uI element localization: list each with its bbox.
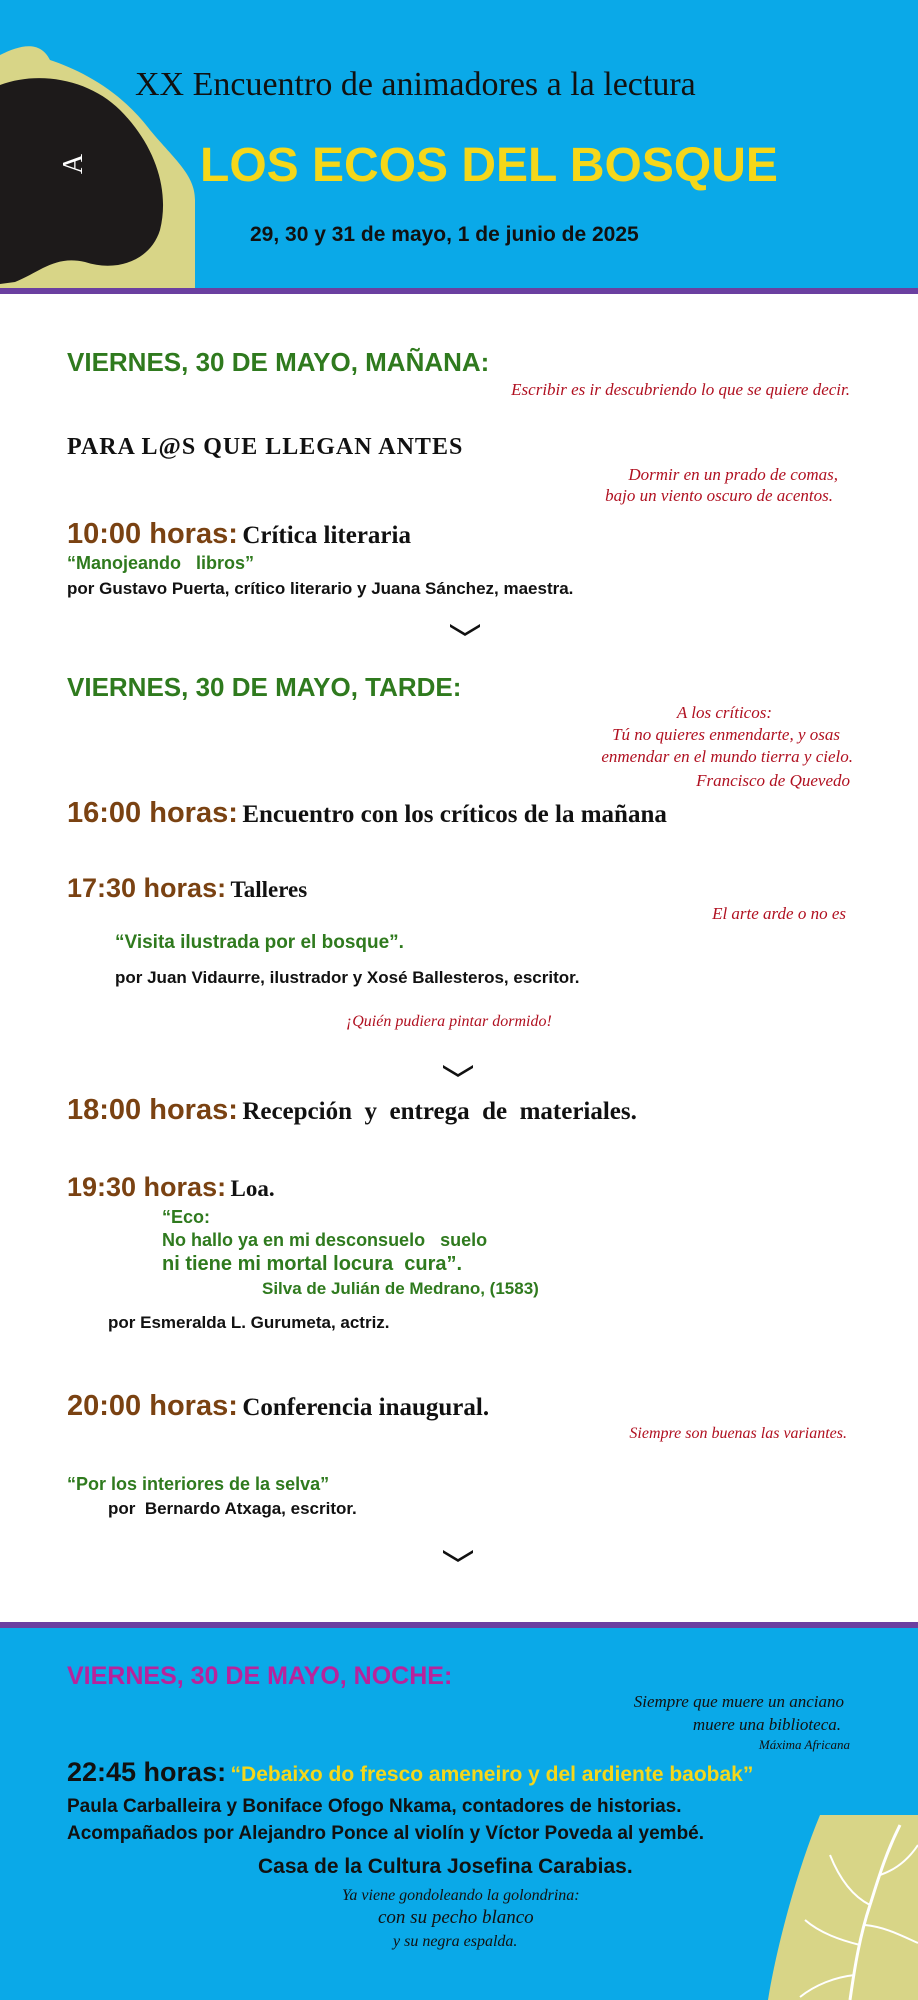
event-time: 10:00 horas: bbox=[67, 518, 238, 550]
event-title: Talleres bbox=[230, 877, 308, 902]
morning-quote: Escribir es ir descubriendo lo que se quiere decir. bbox=[511, 380, 850, 399]
loa-verse2: ni tiene mi mortal locura cura”. bbox=[162, 1253, 463, 1275]
morning-section-title: PARA L@S QUE LLEGAN ANTES bbox=[67, 434, 464, 460]
chevron-down-icon bbox=[448, 622, 482, 636]
event-1930 bbox=[67, 1172, 275, 1203]
event-time: 16:00 horas: bbox=[67, 797, 238, 829]
corner-letter: A bbox=[58, 153, 90, 175]
event-time: 17:30 horas: bbox=[67, 873, 227, 903]
talleres-quote: El arte arde o no es bbox=[712, 904, 846, 923]
afternoon-day-label: VIERNES, 30 DE MAYO, TARDE: bbox=[67, 672, 462, 702]
afternoon-quote-line2: Tú no quieres enmendarte, y osas bbox=[612, 725, 840, 744]
night-quote-source: Máxima Africana bbox=[758, 1737, 850, 1752]
main-title: LOS ECOS DEL BOSQUE bbox=[200, 139, 778, 192]
event-1730 bbox=[67, 873, 307, 904]
loa-verse1: No hallo ya en mi desconsuelo suelo bbox=[162, 1230, 488, 1250]
event-name: XX Encuentro de animadores a la lectura bbox=[135, 66, 696, 103]
loa-source: Silva de Julián de Medrano, (1583) bbox=[262, 1279, 539, 1298]
event-dates: 29, 30 y 31 de mayo, 1 de junio de 2025 bbox=[250, 223, 639, 246]
event-title: Encuentro con los críticos de la mañana bbox=[242, 801, 667, 828]
event-time: 18:00 horas: bbox=[67, 1094, 238, 1126]
event-time: 22:45 horas: bbox=[67, 1757, 227, 1787]
morning-event-line bbox=[67, 518, 411, 551]
night-venue: Casa de la Cultura Josefina Carabias. bbox=[258, 1855, 633, 1878]
morning-event-subtitle: “Manojeando libros” bbox=[67, 553, 255, 573]
event-time: 19:30 horas: bbox=[67, 1172, 227, 1202]
event-1800 bbox=[67, 1094, 637, 1127]
night-performers: Paula Carballeira y Boniface Ofogo Nkama, contadores de historias. bbox=[67, 1796, 682, 1817]
loa-by: por Esmeralda L. Gurumeta, actriz. bbox=[108, 1313, 390, 1332]
closing-line1: Ya viene gondoleando la golondrina: bbox=[342, 1887, 580, 1904]
event-title: Conferencia inaugural. bbox=[242, 1394, 490, 1421]
conference-by: por Bernardo Atxaga, escritor. bbox=[108, 1499, 357, 1518]
loa-eco: “Eco: bbox=[162, 1207, 211, 1227]
dark-blob-shape bbox=[0, 78, 163, 284]
afternoon-quote-author: Francisco de Quevedo bbox=[696, 771, 850, 790]
conference-quote: Siempre son buenas las variantes. bbox=[629, 1425, 847, 1442]
event-2000 bbox=[67, 1390, 489, 1423]
event-title: Recepción y entrega de materiales. bbox=[242, 1098, 637, 1125]
chevron-down-icon bbox=[441, 1063, 475, 1077]
morning-event-by: por Gustavo Puerta, crítico literario y Juana Sánchez, maestra. bbox=[67, 579, 574, 598]
afternoon-quote-line3: enmendar en el mundo tierra y cielo. bbox=[601, 747, 853, 766]
closing-line2: con su pecho blanco bbox=[378, 1907, 534, 1928]
night-musicians: Acompañados por Alejandro Ponce al violín y Víctor Poveda al yembé. bbox=[67, 1823, 705, 1844]
header-divider bbox=[0, 288, 918, 294]
event-1600 bbox=[67, 797, 667, 830]
closing-line3: y su negra espalda. bbox=[393, 1933, 518, 1950]
morning-day-label: VIERNES, 30 DE MAYO, MAÑANA: bbox=[67, 347, 490, 377]
event-title: Crítica literaria bbox=[242, 522, 411, 549]
night-quote-line2: muere una biblioteca. bbox=[692, 1715, 841, 1734]
night-event-line bbox=[67, 1757, 753, 1788]
conference-subtitle: “Por los interiores de la selva” bbox=[67, 1474, 330, 1494]
branch-decoration bbox=[760, 1815, 918, 2000]
chevron-down-icon bbox=[441, 1548, 475, 1562]
night-quote-line1: Siempre que muere un anciano bbox=[633, 1692, 844, 1711]
talleres-subtitle: “Visita ilustrada por el bosque”. bbox=[115, 932, 404, 953]
night-day-label: VIERNES, 30 DE MAYO, NOCHE: bbox=[67, 1662, 453, 1690]
morning-quote2-line2: bajo un viento oscuro de acentos. bbox=[605, 486, 833, 505]
khaki-branch-shape bbox=[768, 1815, 918, 2000]
talleres-by: por Juan Vidaurre, ilustrador y Xosé Ballesteros, escritor. bbox=[115, 968, 580, 987]
talleres-quote2: ¡Quién pudiera pintar dormido! bbox=[346, 1013, 552, 1030]
event-time: 20:00 horas: bbox=[67, 1390, 238, 1422]
morning-quote2-line1: Dormir en un prado de comas, bbox=[628, 465, 838, 484]
afternoon-quote-line1: A los críticos: bbox=[676, 703, 772, 722]
event-title: Loa. bbox=[230, 1176, 275, 1201]
event-title: “Debaixo do fresco ameneiro y del ardiente baobak” bbox=[230, 1763, 754, 1786]
header-decoration bbox=[0, 0, 200, 290]
